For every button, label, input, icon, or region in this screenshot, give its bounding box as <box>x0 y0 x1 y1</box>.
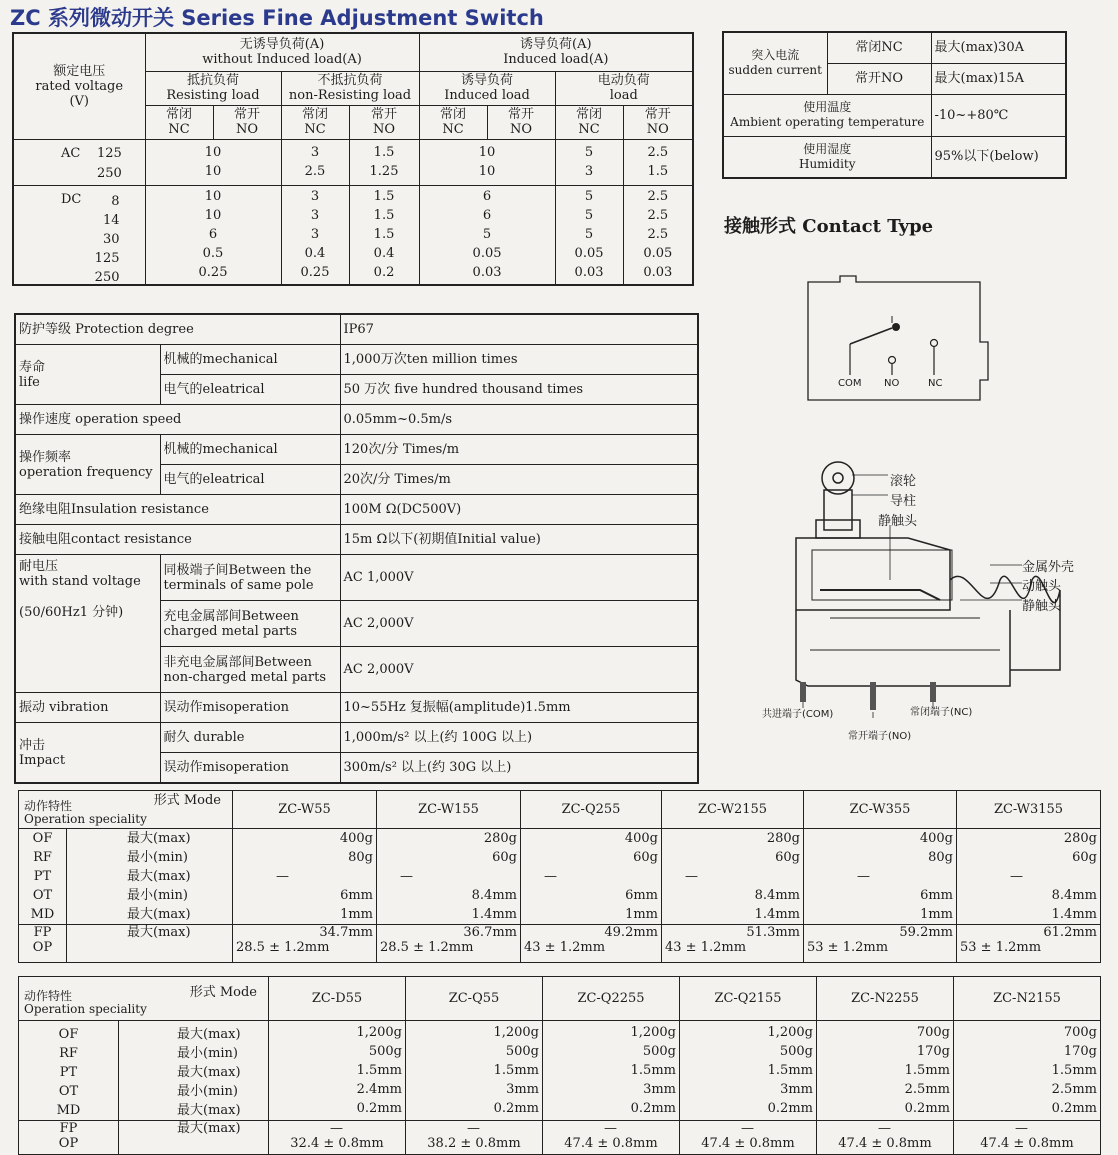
vibration-sub-label: 误动作misoperation <box>160 693 340 723</box>
freq-elec-value: 20次/分 Times/m <box>340 465 698 495</box>
inrush-nc-label: 常闭NC <box>827 32 931 63</box>
humidity-label: 使用湿度 Humidity <box>723 136 931 178</box>
vibration-value: 10~55Hz 复振幅(amplitude)1.5mm <box>340 693 698 723</box>
model-header: ZC-W55 <box>233 791 377 829</box>
inrush-nc-value: 最大(max)30A <box>931 32 1066 63</box>
noncharged-label: 非充电金属部间Between non-charged metal parts <box>160 647 340 693</box>
operation-table-2 <box>18 976 1101 1155</box>
moving-contact-label: 动触头 <box>1022 579 1062 594</box>
inrush-no-value: 最大(max)15A <box>931 63 1066 94</box>
no-header: 常开 NO <box>623 105 693 139</box>
dc-voltage-cell: DC 8 14 30 125 250 <box>13 185 145 285</box>
life-mech-label: 机械的mechanical <box>160 345 340 375</box>
plunger-label: 导柱 <box>890 494 917 509</box>
life-mech-value: 1,000万次ten million times <box>340 345 698 375</box>
fp-op-values: 34.7mm 28.5 ± 1.2mm <box>233 925 377 963</box>
fp-limit: 最大(max) <box>119 1121 269 1155</box>
contact-resistance-value: 15m Ω以下(初期值Initial value) <box>340 525 698 555</box>
model-values: 400g 80g — 6mm 1mm <box>804 829 957 925</box>
speed-label: 操作速度 operation speed <box>15 405 340 435</box>
fp-op-values: 61.2mm 53 ± 1.2mm <box>957 925 1101 963</box>
model-values: 1,200g 500g 1.5mm 3mm 0.2mm <box>406 1021 543 1121</box>
com-label: COM <box>838 378 862 389</box>
model-values: 400g 60g — 6mm 1mm <box>521 829 662 925</box>
humidity-value: 95%以下(below) <box>931 136 1066 178</box>
induced-load-header: 诱导负荷 Induced load <box>419 71 555 105</box>
model-header: ZC-Q255 <box>521 791 662 829</box>
no-header: 常开 NO <box>349 105 419 139</box>
model-header: ZC-W155 <box>377 791 521 829</box>
inrush-no-label: 常开NO <box>827 63 931 94</box>
op-codes: OF RF PT OT MD <box>19 1021 119 1121</box>
fp-op-values: 49.2mm 43 ± 1.2mm <box>521 925 662 963</box>
speed-value: 0.05mm~0.5m/s <box>340 405 698 435</box>
nc-header: 常闭 NC <box>555 105 623 139</box>
insulation-label: 绝缘电阻Insulation resistance <box>15 495 340 525</box>
contact-resistance-label: 接触电阻contact resistance <box>15 525 340 555</box>
impact-label: 冲击 Impact <box>15 723 160 784</box>
nc-header: 常闭 NC <box>419 105 487 139</box>
impact-durable-label: 耐久 durable <box>160 723 340 753</box>
no-label: NO <box>884 378 900 389</box>
ratings-table <box>12 32 694 286</box>
fp-op-values: 59.2mm 53 ± 1.2mm <box>804 925 957 963</box>
fp-op-values: — 47.4 ± 0.8mm <box>680 1121 817 1155</box>
model-values: 1,200g 500g 1.5mm 3mm 0.2mm <box>543 1021 680 1121</box>
fp-op-codes: FP OP <box>19 925 67 963</box>
model-values: 1,200g 500g 1.5mm 3mm 0.2mm <box>680 1021 817 1121</box>
model-header: ZC-Q2255 <box>543 977 680 1021</box>
no-terminal-label: 常开端子(NO) <box>848 731 912 742</box>
withstand-frequency: (50/60Hz1 分钟) <box>15 601 160 693</box>
model-header: ZC-N2255 <box>817 977 954 1021</box>
noninduced-header: 无诱导负荷(A) without Induced load(A) <box>145 33 419 71</box>
specs-table <box>14 313 699 784</box>
com-terminal-label: 共进端子(COM) <box>762 709 834 720</box>
fp-op-values: 51.3mm 43 ± 1.2mm <box>662 925 804 963</box>
rated-voltage-header: 额定电压 rated voltage (V) <box>13 33 145 139</box>
nc-header: 常闭 NC <box>145 105 213 139</box>
static-contact-label: 静触头 <box>1022 599 1062 614</box>
no-header: 常开 NO <box>487 105 555 139</box>
life-elec-value: 50 万次 five hundred thousand times <box>340 375 698 405</box>
ac-voltage-cell: AC 125 250 <box>13 139 145 185</box>
fp-op-values: — 38.2 ± 0.8mm <box>406 1121 543 1155</box>
fp-op-values: — 47.4 ± 0.8mm <box>817 1121 954 1155</box>
model-values: 700g 170g 1.5mm 2.5mm 0.2mm <box>954 1021 1101 1121</box>
freq-label: 操作频率 operation frequency <box>15 435 160 495</box>
impact-mis-value: 300m/s² 以上(约 30G 以上) <box>340 753 698 784</box>
fp-op-codes: FP OP <box>19 1121 119 1155</box>
same-pole-value: AC 1,000V <box>340 555 698 601</box>
static-contact-top-label: 静触头 <box>878 514 918 529</box>
insulation-value: 100M Ω(DC500V) <box>340 495 698 525</box>
charged-label: 充电金属部间Between charged metal parts <box>160 601 340 647</box>
model-header: ZC-W355 <box>804 791 957 829</box>
impact-mis-label: 误动作misoperation <box>160 753 340 784</box>
contact-type-title: 接触形式 Contact Type <box>724 216 934 237</box>
model-header: ZC-Q55 <box>406 977 543 1021</box>
model-header: ZC-W3155 <box>957 791 1101 829</box>
inrush-label: 突入电流 sudden current <box>723 32 827 94</box>
no-header: 常开 NO <box>213 105 281 139</box>
protection-value: IP67 <box>340 314 698 345</box>
model-values: 400g 80g — 6mm 1mm <box>233 829 377 925</box>
model-values: 280g 60g — 8.4mm 1.4mm <box>957 829 1101 925</box>
contact-type-diagram <box>800 270 1000 410</box>
fp-op-values: — 47.4 ± 0.8mm <box>543 1121 680 1155</box>
fp-op-values: 36.7mm 28.5 ± 1.2mm <box>377 925 521 963</box>
induced-header: 诱导负荷(A) Induced load(A) <box>419 33 693 71</box>
ac-row: AC 125 250 10 10 3 2.5 1.5 1.25 10 10 5 3 2.5 1.5 <box>13 139 693 185</box>
model-values: 280g 60g — 8.4mm 1.4mm <box>377 829 521 925</box>
fp-op-values: — 32.4 ± 0.8mm <box>269 1121 406 1155</box>
op-limits: 最大(max) 最小(min) 最大(max) 最小(min) 最大(max) <box>67 829 233 925</box>
resisting-header: 抵抗负荷 Resisting load <box>145 71 281 105</box>
same-pole-label: 同极端子间Between the terminals of same pole <box>160 555 340 601</box>
fp-limit: 最大(max) <box>67 925 233 963</box>
model-values: 280g 60g — 8.4mm 1.4mm <box>662 829 804 925</box>
model-values: 1,200g 500g 1.5mm 2.4mm 0.2mm <box>269 1021 406 1121</box>
motor-load-header: 电动负荷 load <box>555 71 693 105</box>
model-header: ZC-W2155 <box>662 791 804 829</box>
withstand-label: 耐电压 with stand voltage <box>15 555 160 601</box>
nc-header: 常闭 NC <box>281 105 349 139</box>
model-header: ZC-D55 <box>269 977 406 1021</box>
temp-label: 使用温度 Ambient operating temperature <box>723 94 931 136</box>
nonresisting-header: 不抵抗负荷 non-Resisting load <box>281 71 419 105</box>
dc-row: DC 8 14 30 125 250 10 10 6 0.5 0.25 3 3 3 0.4 0.25 1.5 1.5 1.5 0.4 0.2 6 6 5 0.05 0.03 5 5 5 0.05 0.03 2.5 2.5 2.5 0.05 0.03 <box>13 185 693 285</box>
life-label: 寿命 life <box>15 345 160 405</box>
inrush-table <box>722 31 1067 179</box>
freq-elec-label: 电气的eleatrical <box>160 465 340 495</box>
temp-value: -10~+80℃ <box>931 94 1066 136</box>
metal-case-label: 金属外壳 <box>1022 560 1075 575</box>
roller-label: 滚轮 <box>890 474 917 489</box>
charged-value: AC 2,000V <box>340 601 698 647</box>
op-codes: OF RF PT OT MD <box>19 829 67 925</box>
protection-label: 防护等级 Protection degree <box>15 314 340 345</box>
impact-durable-value: 1,000m/s² 以上(约 100G 以上) <box>340 723 698 753</box>
mode-header: 形式 Mode 动作特性 Operation speciality <box>19 977 269 1021</box>
noncharged-value: AC 2,000V <box>340 647 698 693</box>
model-header: ZC-Q2155 <box>680 977 817 1021</box>
vibration-label: 振动 vibration <box>15 693 160 723</box>
nc-label: NC <box>928 378 943 389</box>
life-elec-label: 电气的eleatrical <box>160 375 340 405</box>
mode-header: 形式 Mode 动作特性 Operation speciality <box>19 791 233 829</box>
nc-terminal-label: 常闭端子(NC) <box>910 707 973 718</box>
fp-op-values: — 47.4 ± 0.8mm <box>954 1121 1101 1155</box>
op-limits: 最大(max) 最小(min) 最大(max) 最小(min) 最大(max) <box>119 1021 269 1121</box>
page-title: ZC 系列微动开关 Series Fine Adjustment Switch <box>10 6 544 30</box>
freq-mech-label: 机械的mechanical <box>160 435 340 465</box>
model-header: ZC-N2155 <box>954 977 1101 1021</box>
freq-mech-value: 120次/分 Times/m <box>340 435 698 465</box>
model-values: 700g 170g 1.5mm 2.5mm 0.2mm <box>817 1021 954 1121</box>
operation-table-1 <box>18 790 1101 963</box>
